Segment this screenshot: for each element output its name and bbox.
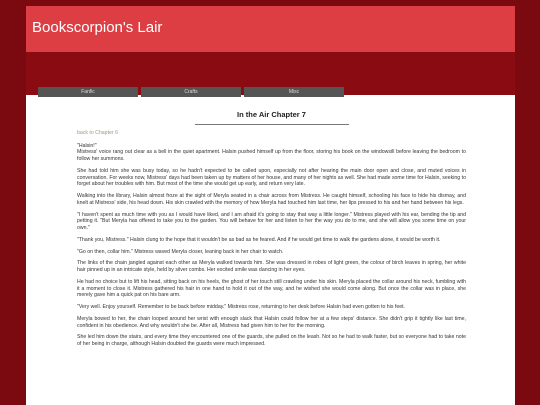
story-paragraph: "Halsin!" Mistress' voice rang out clear as a bell in the quiet apartment. Halsin pushed himself up from the floor, storing his book on the windowsill before leaving the bedroom to follow her summons. [77, 142, 466, 162]
nav-item-fanfic[interactable]: Fanfic [38, 87, 138, 97]
story-paragraph: She had told him she was busy today, so he hadn't expected to be called upon, especially not after hearing the main door open and close, and muted voices in conversation. For weeks now, Mistress' days had been taken up by matters of her house, and many of her nights as well. She had made some time for Halsin, seeking to forget about her troubles with him. But most of the time she would get up early, and return very late. [77, 167, 466, 188]
story-paragraph: She led him down the stairs, and every time they encountered one of the guards, she pulled on the leash. Not so he had to walk faster, but so everyone had to take note of her being in charge, although Halsin doubted the guards were much impressed. [77, 334, 466, 347]
story-paragraph: "Go on then, collar him." Mistress waved Meryla closer, leaning back in her chair to watch. [77, 248, 284, 255]
nav-item-misc[interactable]: Misc [244, 87, 344, 97]
back-to-chapter-link[interactable]: back to Chapter 6 [77, 129, 118, 136]
story-paragraph: "Very well. Enjoy yourself. Remember to be back before midday." Mistress rose, returning to her desk before Halsin had even gotten to his feet. [77, 304, 405, 310]
story-paragraph: The links of the chain jangled against each other as Meryla walked towards him. She was dressed in robes of light green, the colour of birch leaves in spring, her white hair pinned up in an intricate style, held by silver combs. Her excited smile was dancing in her eyes. [77, 260, 466, 273]
chapter-title: In the Air Chapter 7 [237, 110, 306, 119]
story-paragraph: Meryla bowed to her, the chain looped around her wrist with enough slack that Halsin could follow her at a few steps' distance. She didn't grip it tightly like last time, confident in his obedience. And why wouldn't she be. After all, Mistress had given him to her for the morning. [77, 315, 466, 329]
story-paragraph: "I haven't spent as much time with you as I would have liked, and I am afraid it's going to stay that way a little longer." Mistress played with his ear, bending the tip and petting it. "But Meryla has offered to take you to the garden. You will behave for her and listen to her the way you do to me, and she will allow you some time on your own." [77, 211, 466, 231]
site-title[interactable]: Bookscorpion's Lair [32, 19, 163, 36]
site-container [26, 6, 515, 405]
main-nav [38, 87, 344, 97]
title-divider [195, 124, 349, 125]
story-paragraph: Walking into the library, Halsin almost froze at the sight of Meryla seated in a chair across from Mistress. He caught himself, schooling his face to hide his dismay, and knelt at Mistress' side, his head down. His skin crawled with the memory of how Meryla had touched him last time, her lips pressed to his and her hand between his legs. [77, 193, 466, 206]
story-paragraph: He had no choice but to lift his head, sitting back on his heels, the ghost of her touch still crawling under his skin. Meryla placed the collar around his neck, fumbling with it a moment to close it. Mistress gathered his hair in one hand to hold it out of the way, and he wished she would come along. But once the collar was in place, she merely gave him a quick pat on his bare arm. [77, 278, 466, 299]
chapter-content [77, 110, 466, 348]
story-paragraph: "Thank you, Mistress." Halsin clung to the hope that it wouldn't be as bad as he feared. And if he would get time to walk the gardens alone, it would be worth it. [77, 236, 441, 243]
nav-item-crafts[interactable]: Crafts [141, 87, 241, 97]
site-header [26, 6, 515, 52]
